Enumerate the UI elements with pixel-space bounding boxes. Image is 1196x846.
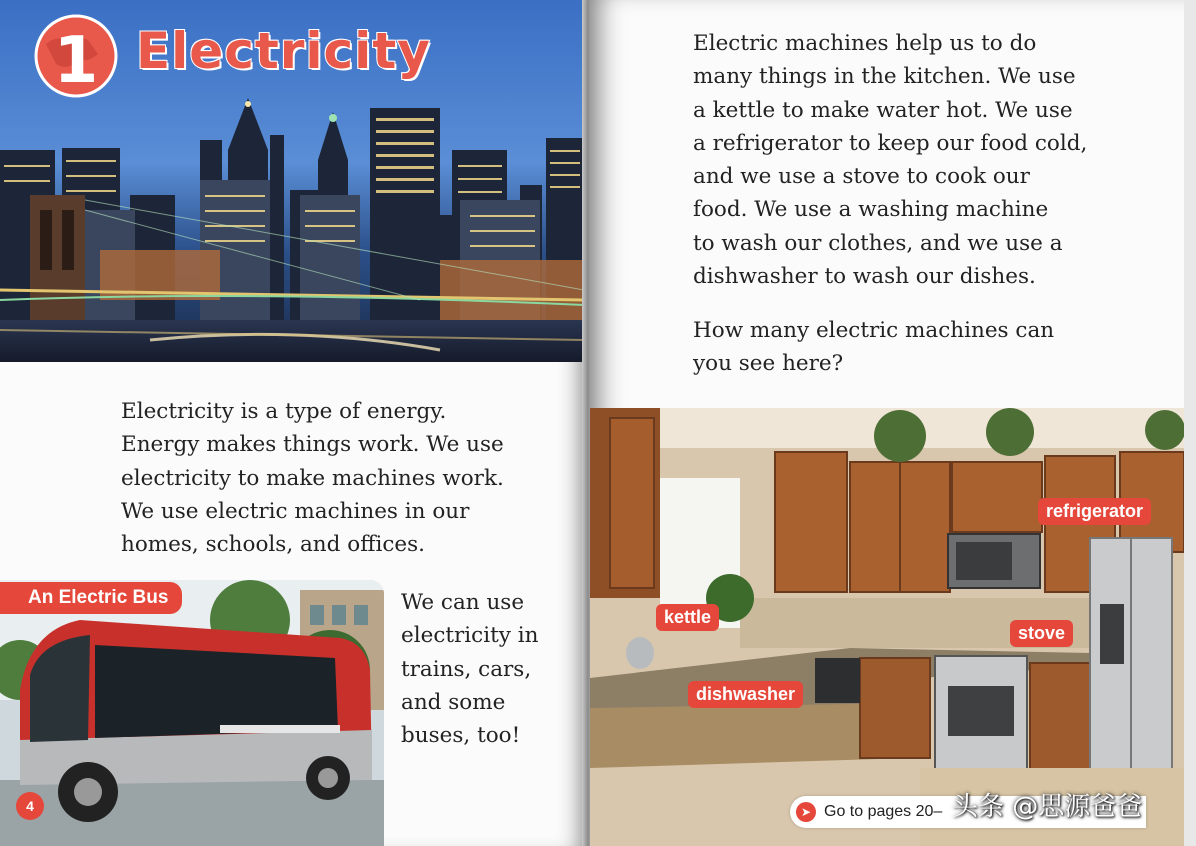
intro-paragraph: Electricity is a type of energy. Energy makes things work. We use electricity to make machines work. We use electric machines in our homes, schools, and offices.	[121, 399, 504, 558]
transport-paragraph: We can use electricity in trains, cars, and some buses, too!	[401, 590, 539, 749]
label-stove: stove	[1010, 620, 1073, 647]
question-paragraph: How many electric machines can you see here?	[693, 318, 1055, 377]
watermark: 头条 @思源爸爸	[952, 792, 1143, 822]
left-page	[0, 0, 584, 846]
bus-caption: An Electric Bus	[0, 582, 182, 614]
right-page	[590, 0, 1184, 846]
page-edge	[1184, 0, 1196, 846]
chapter-number: 1	[53, 24, 99, 98]
label-refrigerator: refrigerator	[1038, 498, 1151, 525]
label-kettle: kettle	[656, 604, 719, 631]
label-dishwasher: dishwasher	[688, 681, 803, 708]
arrow-right-icon: ➤	[796, 802, 816, 822]
kitchen-paragraph: Electric machines help us to do many things in the kitchen. We use a kettle to make water hot. We use a refrigerator to keep our food cold, and we use a stove to cook our food. We use a washing machine to wash our clothes, and we use a dishwasher to wash our dishes.	[693, 31, 1088, 290]
chapter-title: Electricity	[136, 22, 431, 80]
chapter-badge	[28, 14, 124, 98]
electric-bus-photo	[0, 580, 384, 846]
page-number: 4	[16, 792, 44, 820]
goto-text: Go to pages 20–	[824, 803, 943, 820]
